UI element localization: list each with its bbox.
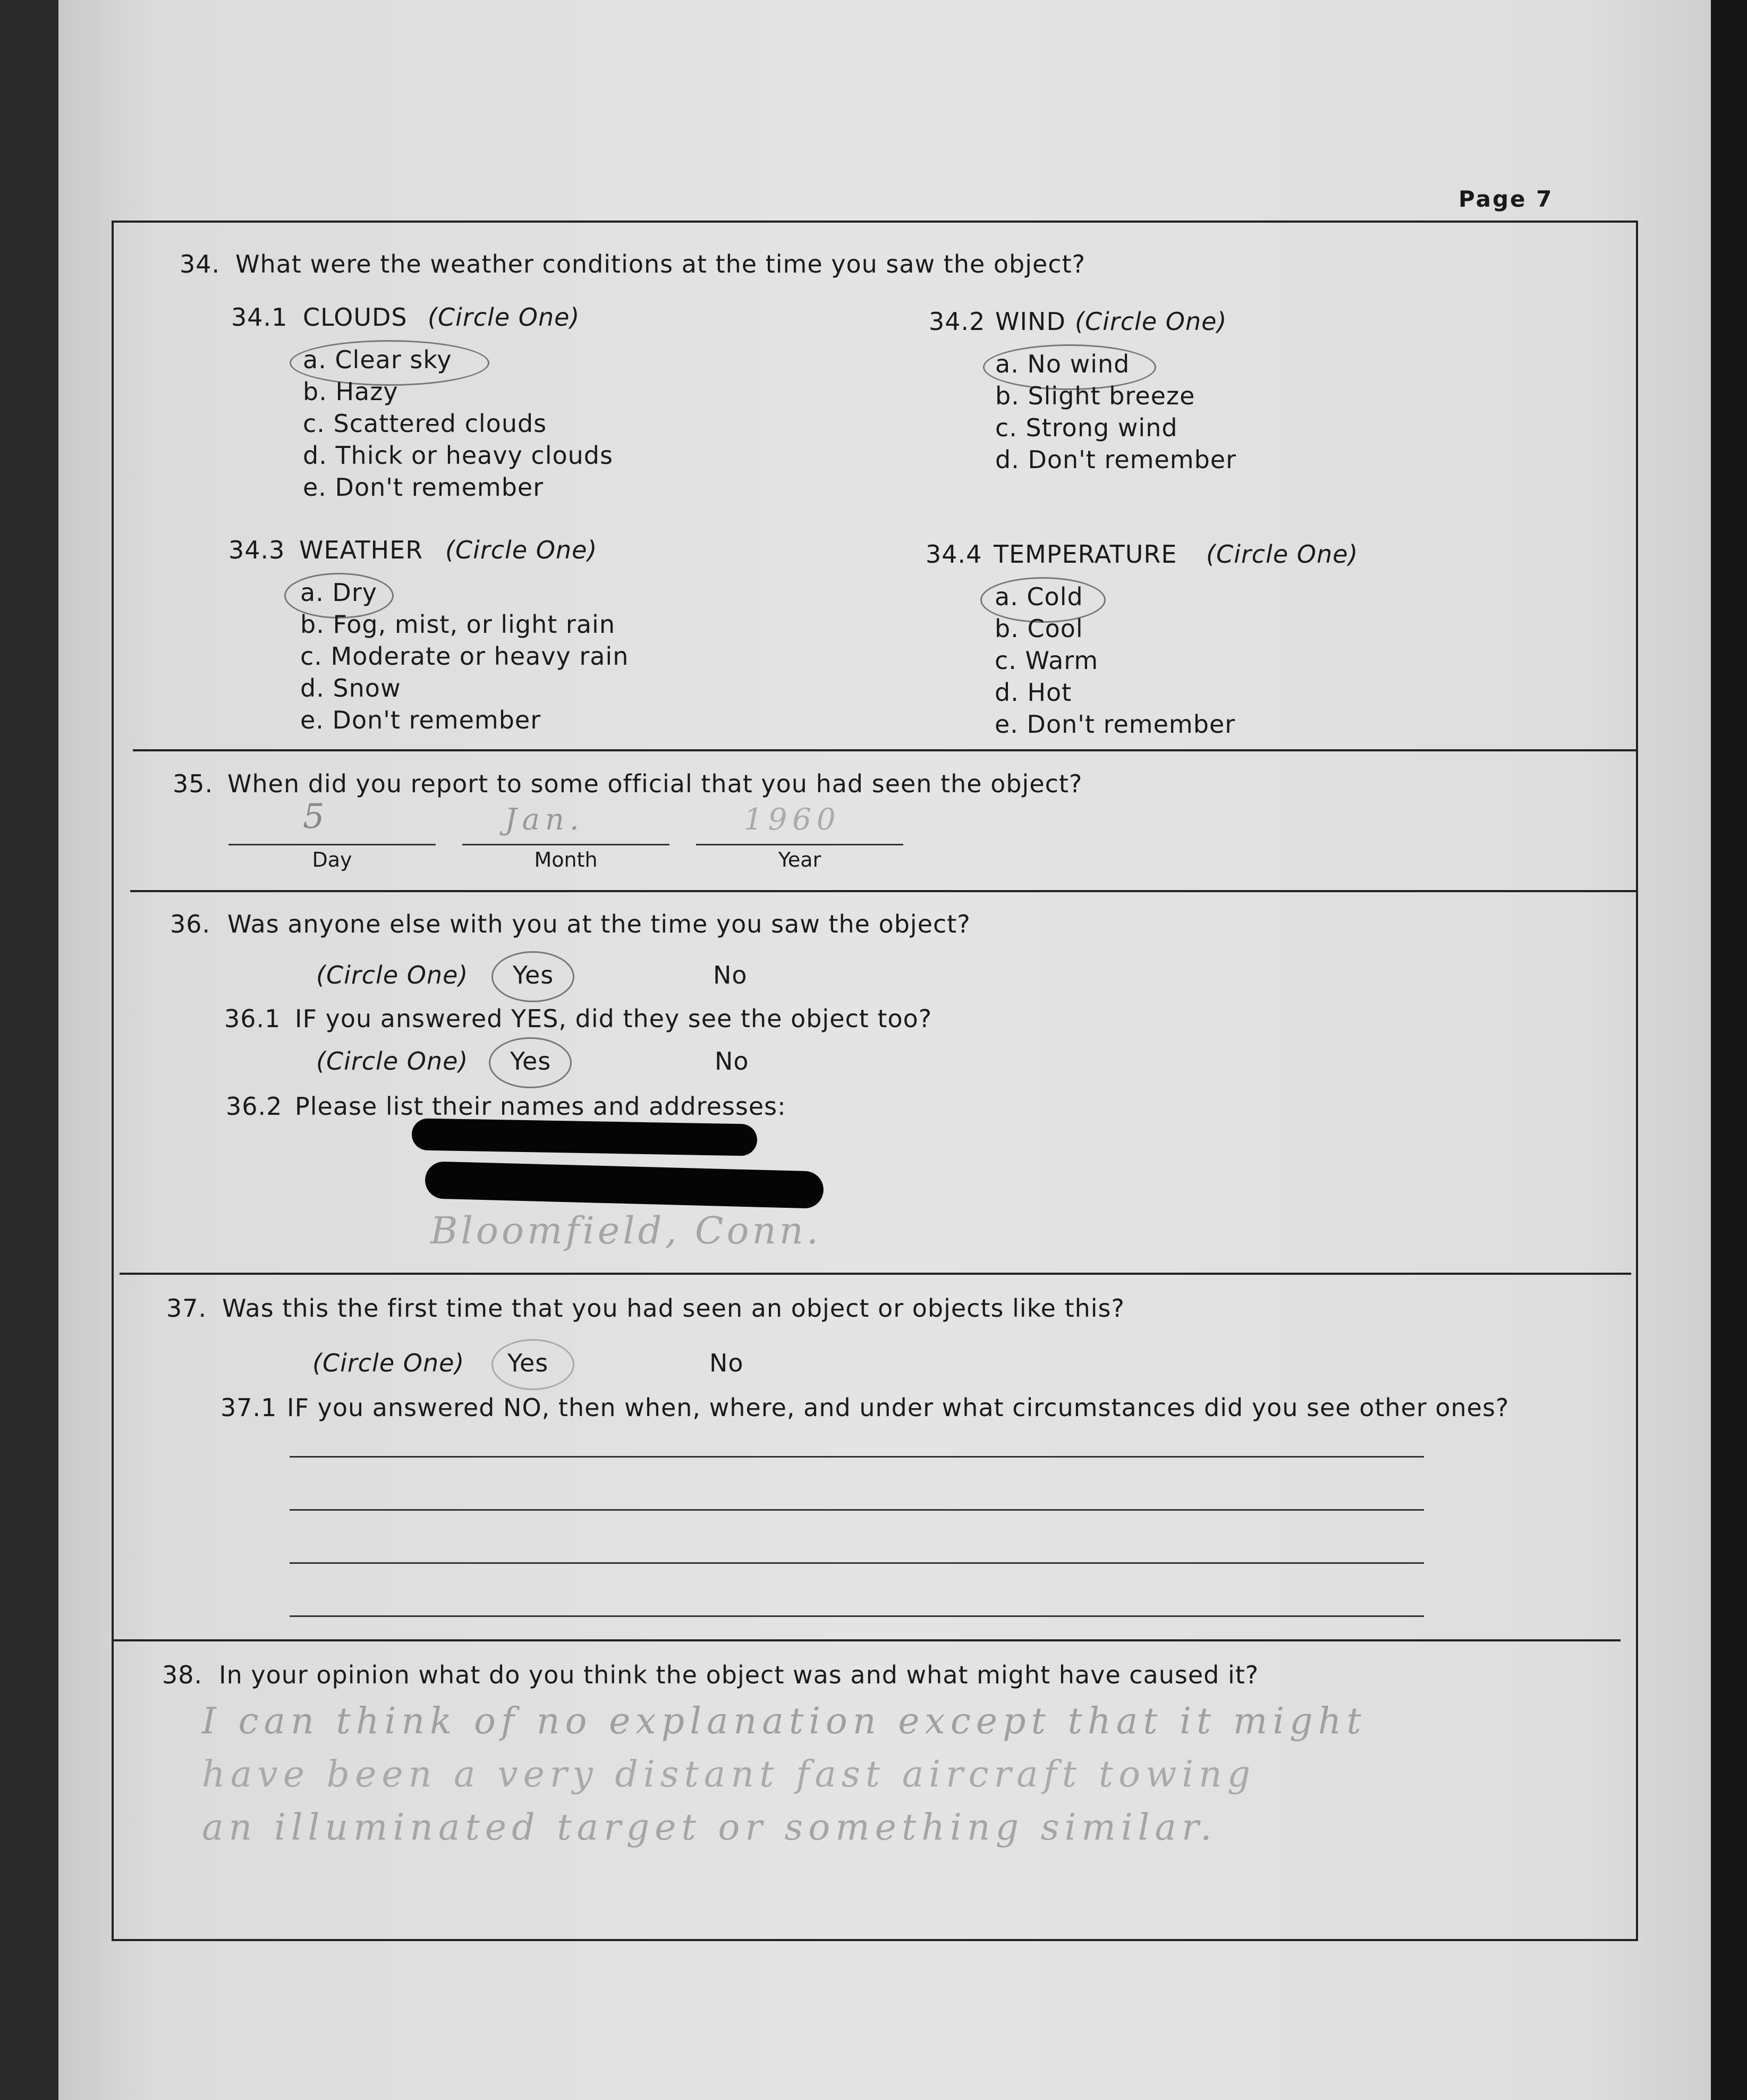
temperature-option-e[interactable]: e. Don't remember <box>995 710 1236 739</box>
q35-month-label: Month <box>534 848 598 871</box>
q36-1-text: IF you answered YES, did they see the object too? <box>295 1004 932 1033</box>
q36-yes-option[interactable]: Yes <box>513 961 554 989</box>
q36-2-number: 36.2 <box>226 1092 283 1121</box>
weather-number: 34.3 <box>228 536 285 564</box>
q34-text: What were the weather conditions at the time you saw the object? <box>235 250 1086 278</box>
q37-yes-circle-mark <box>491 1339 574 1390</box>
clouds-option-a[interactable]: a. Clear sky <box>303 345 452 374</box>
q36-1-instruction: (Circle One) <box>316 1047 469 1076</box>
q38-handwritten-line-1[interactable]: I can think of no explanation except that it might <box>202 1700 1367 1742</box>
page-label: Page 7 <box>1458 186 1554 212</box>
q38-handwritten-line-3[interactable]: an illuminated target or something similar. <box>202 1807 1217 1849</box>
q35-day-line <box>228 844 436 845</box>
weather-title: WEATHER <box>299 536 423 564</box>
clouds-number: 34.1 <box>231 303 288 332</box>
q36-1-yes-option[interactable]: Yes <box>510 1047 552 1076</box>
q35-day-label: Day <box>312 848 352 871</box>
q35-year-line <box>696 844 903 845</box>
temperature-option-c[interactable]: c. Warm <box>995 646 1099 675</box>
weather-option-a[interactable]: a. Dry <box>300 578 377 607</box>
q37-no-option[interactable]: No <box>709 1349 744 1377</box>
wind-option-b[interactable]: b. Slight breeze <box>995 382 1195 410</box>
weather-option-b[interactable]: b. Fog, mist, or light rain <box>300 610 615 639</box>
q35-text: When did you report to some official that you had seen the object? <box>227 769 1083 798</box>
redaction-bar-1 <box>412 1118 758 1156</box>
q36-text: Was anyone else with you at the time you saw the object? <box>227 910 971 938</box>
q36-yes-circle-mark <box>491 951 574 1002</box>
q37-number: 37. <box>166 1294 207 1323</box>
q35-month-line <box>462 844 669 845</box>
q37-instruction: (Circle One) <box>312 1349 465 1377</box>
wind-instruction: (Circle One) <box>1075 307 1227 336</box>
wind-title: WIND <box>995 307 1066 336</box>
q36-1-no-option[interactable]: No <box>715 1047 749 1076</box>
q37-1-text: IF you answered NO, then when, where, and under what circumstances did you see other ones? <box>287 1393 1509 1422</box>
scan-border-left <box>0 0 58 2100</box>
scan-border-right <box>1707 0 1747 2100</box>
clouds-option-b[interactable]: b. Hazy <box>303 377 398 406</box>
q37-1-number: 37.1 <box>221 1393 277 1422</box>
q35-day-value[interactable]: 5 <box>303 797 330 836</box>
q36-no-option[interactable]: No <box>713 961 748 989</box>
section-divider-36-37 <box>120 1273 1631 1275</box>
q37-1-answer-line-2[interactable] <box>290 1509 1424 1511</box>
weather-instruction: (Circle One) <box>445 536 598 564</box>
temperature-option-b[interactable]: b. Cool <box>995 614 1083 643</box>
q37-1-answer-line-4[interactable] <box>290 1615 1424 1617</box>
q36-1-yes-circle-mark <box>489 1037 572 1088</box>
q36-instruction: (Circle One) <box>316 961 469 989</box>
temperature-option-a[interactable]: a. Cold <box>995 582 1083 611</box>
q37-1-answer-line-3[interactable] <box>290 1562 1424 1564</box>
form-page <box>58 0 1711 2100</box>
q38-handwritten-line-2[interactable]: have been a very distant fast aircraft towing <box>202 1754 1256 1796</box>
q37-yes-option[interactable]: Yes <box>507 1349 549 1377</box>
q35-year-label: Year <box>778 848 821 871</box>
clouds-instruction: (Circle One) <box>428 303 580 332</box>
temperature-number: 34.4 <box>926 540 982 569</box>
clouds-option-e[interactable]: e. Don't remember <box>303 473 544 502</box>
q34-number: 34. <box>180 250 221 278</box>
q38-number: 38. <box>162 1661 203 1689</box>
section-divider-35-36 <box>130 890 1636 892</box>
clouds-title: CLOUDS <box>303 303 408 332</box>
q36-number: 36. <box>170 910 211 938</box>
q37-1-answer-line-1[interactable] <box>290 1456 1424 1458</box>
weather-option-e[interactable]: e. Don't remember <box>300 706 541 734</box>
q38-text: In your opinion what do you think the object was and what might have caused it? <box>219 1661 1259 1689</box>
wind-option-d[interactable]: d. Don't remember <box>995 445 1236 474</box>
wind-option-c[interactable]: c. Strong wind <box>995 413 1178 442</box>
section-divider-37-38 <box>112 1639 1621 1641</box>
q36-2-text: Please list their names and addresses: <box>295 1092 786 1121</box>
wind-number: 34.2 <box>929 307 986 336</box>
clouds-option-c[interactable]: c. Scattered clouds <box>303 409 547 438</box>
clouds-option-d[interactable]: d. Thick or heavy clouds <box>303 441 613 470</box>
q35-year-value[interactable]: 1960 <box>744 802 841 837</box>
q35-number: 35. <box>173 769 214 798</box>
temperature-title: TEMPERATURE <box>994 540 1177 569</box>
section-divider-34-35 <box>133 749 1636 751</box>
temperature-instruction: (Circle One) <box>1206 540 1359 569</box>
q35-month-value[interactable]: Jan. <box>505 802 584 837</box>
q37-text: Was this the first time that you had seen an object or objects like this? <box>222 1294 1125 1323</box>
weather-option-d[interactable]: d. Snow <box>300 674 401 702</box>
temperature-option-d[interactable]: d. Hot <box>995 678 1072 707</box>
weather-option-c[interactable]: c. Moderate or heavy rain <box>300 642 629 671</box>
q36-1-number: 36.1 <box>224 1004 281 1033</box>
q36-2-handwritten-address[interactable]: Bloomfield, Conn. <box>430 1209 822 1252</box>
wind-option-a[interactable]: a. No wind <box>995 350 1130 378</box>
